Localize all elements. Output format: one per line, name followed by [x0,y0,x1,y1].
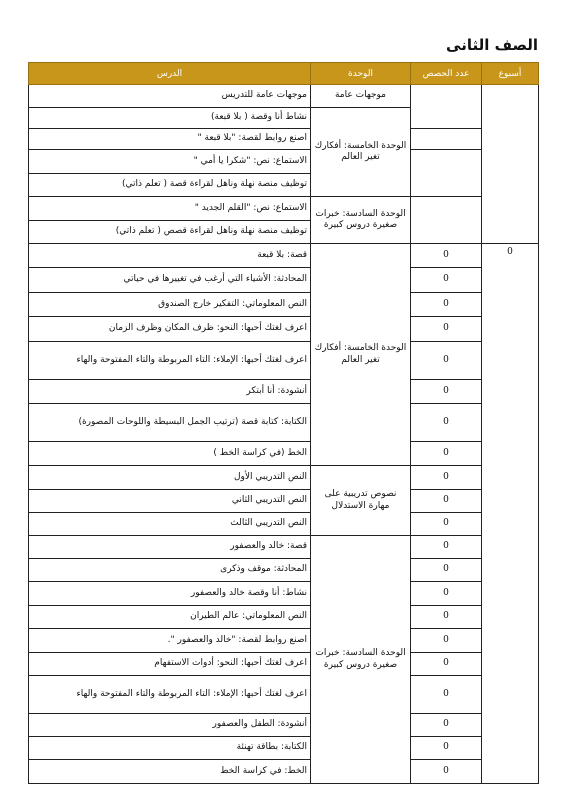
table-row [29,380,539,404]
lesson-cell: المحادثة: موقف وذكرى [29,559,311,582]
count-cell: 0 [411,490,482,513]
week-cell-empty [482,85,539,244]
lesson-cell: نشاط: أنا وقصة خالد والعصفور [29,582,311,606]
table-row [29,559,539,582]
table-row [29,606,539,629]
lesson-cell: الاستماع: نص: "شكرا يا أمي " [29,150,311,174]
page-title: الصف الثانى [446,36,538,54]
lesson-cell: النص المعلوماتي: التفكير خارج الصندوق [29,293,311,317]
count-cell: 0 [411,342,482,380]
lesson-cell: أنشودة: أنا أبتكر [29,380,311,404]
count-cell: 0 [411,559,482,582]
count-cell: 0 [411,513,482,536]
table-row [29,197,539,221]
table-row [29,342,539,380]
count-cell: 0 [411,536,482,559]
table-header-row [29,63,539,85]
count-cell: 0 [411,606,482,629]
table-row [29,129,539,150]
unit-cell: موجهات عامة [311,85,411,108]
count-cell: 0 [411,466,482,490]
count-cell: 0 [411,582,482,606]
lesson-cell: قصة: خالد والعصفور [29,536,311,559]
count-cell: 0 [411,380,482,404]
lesson-cell: نشاط أنا وقصة ( بلا قبعة) [29,108,311,129]
lesson-cell: اعرف لغتك أحبها: الإملاء: التاء المربوطة والتاء المفتوحة والهاء [29,342,311,380]
lesson-cell: النص التدريبي الثاني [29,490,311,513]
count-cell: 0 [411,629,482,653]
lesson-cell: توظيف منصة نهلة وناهل لقراءة قصة ( تعلم ذاتي) [29,174,311,197]
lesson-cell: قصة: بلا قبعة [29,244,311,268]
table-row [29,536,539,559]
header-unit: الوحدة [311,63,411,85]
table-row [29,317,539,342]
header-week: أسبوع [482,63,539,85]
table-row [29,268,539,293]
table-row [29,150,539,174]
count-cell: 0 [411,714,482,737]
count-cell: 0 [411,244,482,268]
count-cell-empty [411,197,482,244]
lesson-cell: اعرف لغتك أحبها: النحو: ظرف المكان وظرف الزمان [29,317,311,342]
count-cell: 0 [411,442,482,466]
table-row [29,513,539,536]
count-cell: 0 [411,268,482,293]
table-row [29,676,539,714]
count-cell: 0 [411,676,482,714]
lesson-cell: النص التدريبي الثالث [29,513,311,536]
lesson-cell: الخط: في كراسة الخط [29,760,311,784]
lesson-cell: اعرف لغتك أحبها: النحو: أدوات الاستفهام [29,653,311,676]
count-cell: 0 [411,404,482,442]
week-cell: 0 [482,244,539,784]
table-row [29,629,539,653]
lesson-plan-table [28,62,539,784]
lesson-cell: المحادثة: الأشياء التي أرغب في تغييرها في حياتي [29,268,311,293]
lesson-cell: الخط (في كراسة الخط ) [29,442,311,466]
lesson-cell: اعرف لغتك أحبها: الإملاء: التاء المربوطة والتاء المفتوحة والهاء [29,676,311,714]
count-cell-empty [411,129,482,150]
count-cell: 0 [411,760,482,784]
table-row [29,466,539,490]
table-row [29,653,539,676]
table-row [29,85,539,108]
lesson-cell: النص التدريبي الأول [29,466,311,490]
table-row [29,404,539,442]
table-row [29,582,539,606]
lesson-cell: أنشودة: الطفل والعصفور [29,714,311,737]
unit-cell: الوحدة السادسة: خبرات صغيرة دروس كبيرة [311,536,411,784]
count-cell: 0 [411,653,482,676]
count-cell: 0 [411,737,482,760]
unit-cell: نصوص تدريبية على مهارة الاستدلال [311,466,411,536]
count-cell-empty [411,150,482,197]
table-row [29,714,539,737]
lesson-cell: اصنع روابط لقصة: "خالد والعصفور ". [29,629,311,653]
lesson-cell: الكتابة: كتابة قصة (ترتيب الجمل البسيطة واللوحات المصورة) [29,404,311,442]
table-row [29,442,539,466]
lesson-cell: اصنع روابط لقصة: "بلا قبعة " [29,129,311,150]
table-row [29,293,539,317]
lesson-cell: النص المعلوماتي: عالم الطيران [29,606,311,629]
count-cell: 0 [411,317,482,342]
count-cell: 0 [411,293,482,317]
header-count: عدد الحصص [411,63,482,85]
table-row [29,760,539,784]
header-lesson: الدرس [29,63,311,85]
lesson-cell: الكتابة: بطاقة تهنئة [29,737,311,760]
lesson-cell: موجهات عامة للتدريس [29,85,311,108]
unit-cell: الوحدة الخامسة: أفكارك تغير العالم [311,108,411,197]
unit-cell: الوحدة الخامسة: أفكارك تغير العالم [311,244,411,466]
lesson-cell: توظيف منصة نهلة وناهل لقراءة قصص ( تعلم ذاتي) [29,221,311,244]
table-row [29,490,539,513]
table-row [29,737,539,760]
unit-cell: الوحدة السادسة: خبرات صغيرة دروس كبيرة [311,197,411,244]
table-row [29,244,539,268]
count-cell-empty [411,85,482,129]
lesson-cell: الاستماع: نص: "القلم الجديد " [29,197,311,221]
